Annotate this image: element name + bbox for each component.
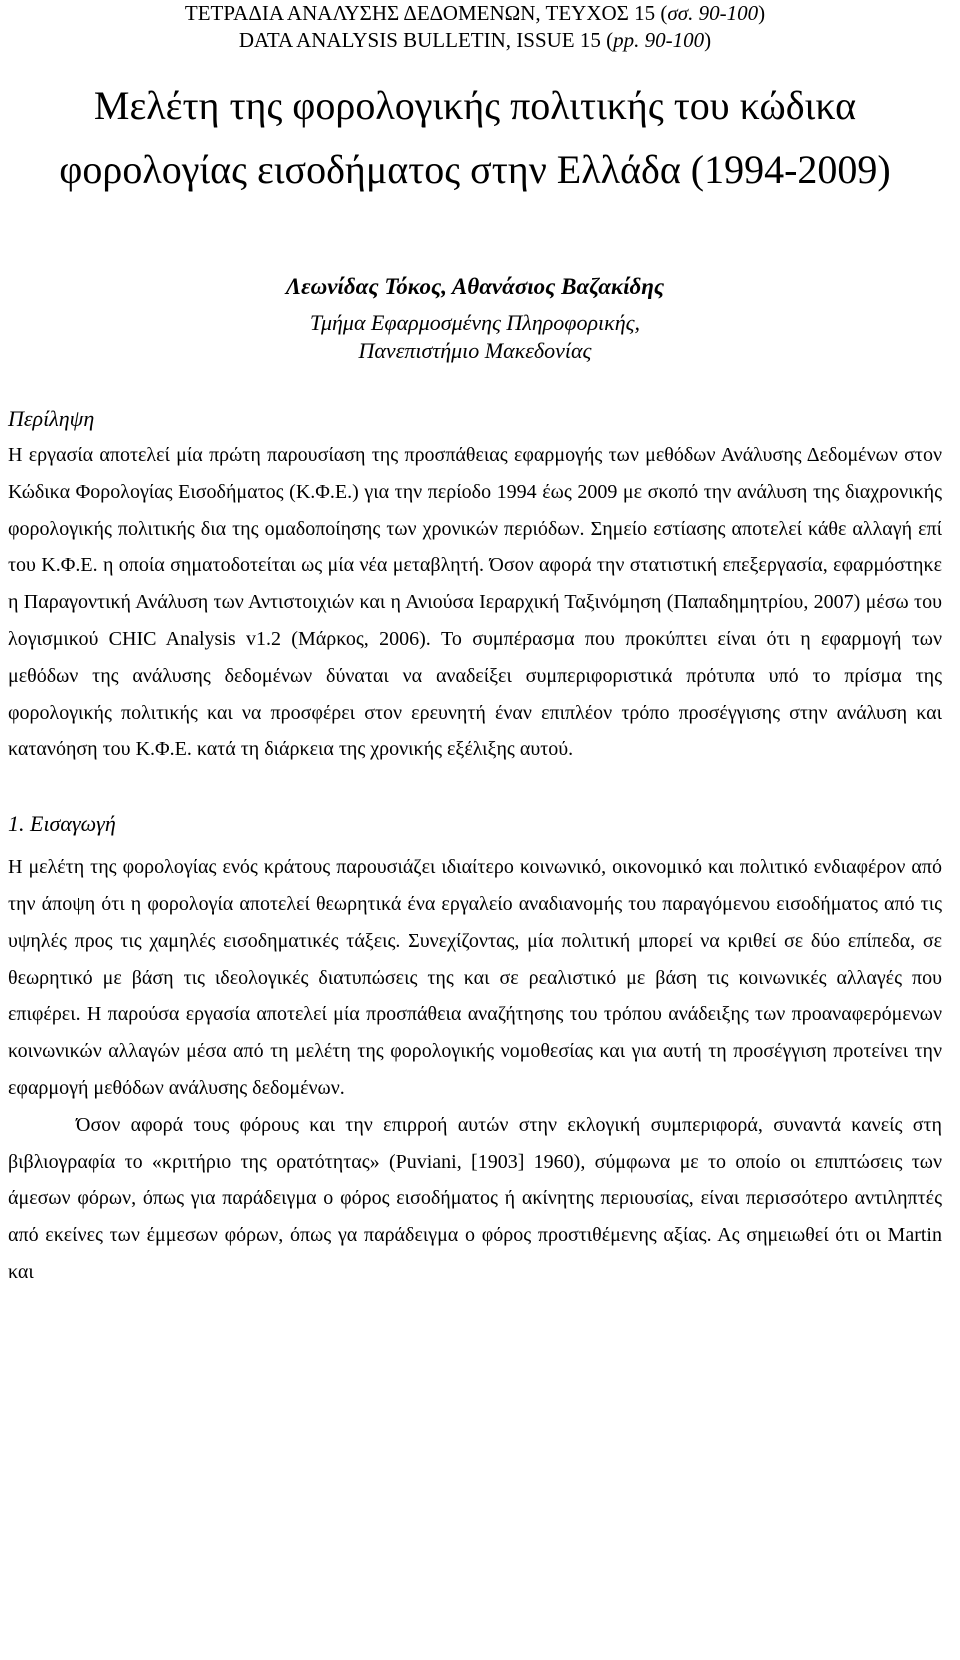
journal-header-greek-prefix: ΤΕΤΡΑΔΙΑ ΑΝΑΛΥΣΗΣ ΔΕΔΟΜΕΝΩΝ, ΤΕΥΧΟΣ 15 (	[184, 1, 668, 25]
paper-title-line-1: Μελέτη της φορολογικής πολιτικής του κώδικα	[93, 83, 857, 128]
introduction-paragraph-1: Η μελέτη της φορολογίας ενός κράτους παρουσιάζει ιδιαίτερο κοινωνικό, οικονομικό και πολιτικό ενδιαφέρον από την άποψη ότι η φορολογία αποτελεί θεωρητικά ένα εργαλείο αναδιανομής του παραγόμενου εισοδήματος από τις υψηλές προς τις χαμηλές εισοδηματικές τάξεις. Συνεχίζοντας, μία πολιτική μπορεί να κριθεί σε δύο επίπεδα, σε θεωρητικό με βάση τις ιδεολογικές διατυπώσεις της και σε ρεαλιστικό με βάση τις κοινωνικές αλλαγές που επιφέρει. Η παρούσα εργασία αποτελεί μία προσπάθεια αναζήτησης του τρόπου ανάδειξης των προαναφερόμενων κοινωνικών αλλαγών μέσα από τη μελέτη της φορολογικής νομοθεσίας και για αυτή τη προσέγγιση προτείνει την εφαρμογή μεθόδων ανάλυσης δεδομένων.	[8, 856, 942, 1099]
journal-header-greek	[8, 0, 942, 27]
journal-header-greek-pages: σσ. 90-100	[667, 1, 759, 25]
paper-title-line-2: φορολογίας εισοδήματος στην Ελλάδα (1994-2009)	[59, 147, 891, 192]
journal-header-english-pages: pp. 90-100	[613, 28, 705, 52]
journal-header	[8, 0, 942, 54]
journal-header-greek-suffix: )	[758, 1, 766, 25]
introduction-paragraph-2: Όσον αφορά τους φόρους και την επιρροή αυτών στην εκλογική συμπεριφορά, συναντά κανείς στη βιβλιογραφία το «κριτήριο της ορατότητας» (Puviani, [1903] 1960), σύμφωνα με το οποίο οι επιπτώσεις των άμεσων φόρων, όπως για παράδειγμα ο φόρος εισοδήματος ή ακίνητης περιουσίας, είναι περισσότερο αντιληπτές από εκείνες των έμμεσων φόρων, όπως γα παράδειγμα ο φόρος προστιθέμενης αξίας. Ας σημειωθεί ότι οι Martin και	[8, 1113, 942, 1283]
journal-header-english	[8, 27, 942, 54]
abstract-text: Η εργασία αποτελεί μία πρώτη παρουσίαση της προσπάθειας εφαρμογής των μεθόδων Ανάλυσης Δεδομένων στον Κώδικα Φορολογίας Εισοδήματος (Κ.Φ.Ε.) για την περίοδο 1994 έως 2009 με σκοπό την ανάλυση της διαχρονικής φορολογικής πολιτικής δια της ομαδοποίησης των χρονικών περιόδων. Σημείο εστίασης αποτελεί κάθε αλλαγή επί του Κ.Φ.Ε. η οποία σηματοδοτείται ως μία νέα μεταβλητή. Όσον αφορά την στατιστική επεξεργασία, εφαρμόστηκε η Παραγοντική Ανάλυση των Αντιστοιχιών και η Ανιούσα Ιεραρχική Ταξινόμηση (Παπαδημητρίου, 2007) μέσω του λογισμικού CHIC Analysis v1.2 (Μάρκος, 2006). Το συμπέρασμα που προκύπτει είναι ότι η εφαρμογή των μεθόδων της ανάλυσης δεδομένων δύναται να αναδείξει συμπεριφοριστικά πρότυπα υπό το πρίσμα της φορολογικής πολιτικής και να προσφέρει στον ερευνητή έναν επιπλέον τρόπο προσέγγισης στην ανάλυση και κατανόηση του Κ.Φ.Ε. κατά τη διάρκεια της χρονικής εξέλιξης αυτού.	[8, 444, 942, 761]
journal-header-english-suffix: )	[704, 28, 712, 52]
affiliation-university: Πανεπιστήμιο Μακεδονίας	[358, 338, 592, 363]
journal-header-english-prefix: DATA ANALYSIS BULLETIN, ISSUE 15 (	[238, 28, 614, 52]
section-heading-introduction: 1. Εισαγωγή	[8, 811, 116, 837]
paper-authors: Λεωνίδας Τόκος, Αθανάσιος Βαζακίδης	[285, 274, 665, 299]
paper-affiliation	[8, 309, 942, 365]
abstract-heading: Περίληψη	[8, 406, 95, 431]
affiliation-department: Τμήμα Εφαρμοσμένης Πληροφορικής,	[309, 310, 641, 335]
paper-title	[8, 74, 942, 202]
